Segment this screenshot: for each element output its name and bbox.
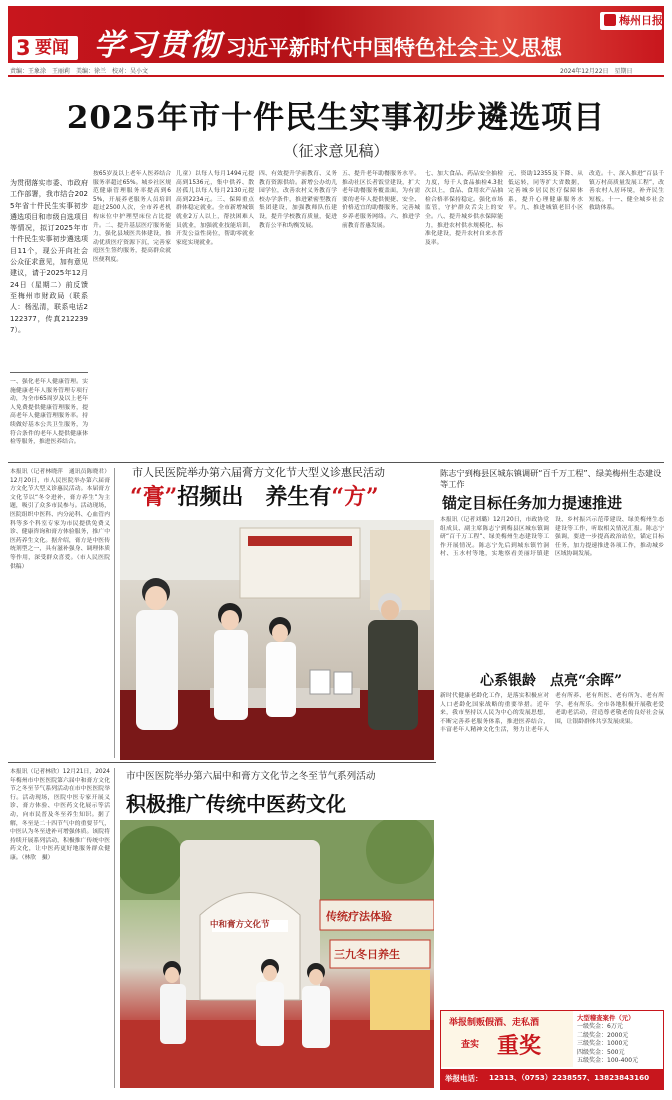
page-section-label: 要闻 — [35, 38, 69, 58]
story2-kicker: 陈志宁到梅县区城东镇调研“百千万工程”、绿美梅州生态建设等工作 — [440, 468, 662, 489]
ad-line1: 举报制贩假酒、走私酒 — [449, 1018, 540, 1028]
lead-col6: 七、加大食品、药品安全抽检力度，每千人食品抽检4.3批次以上，食品、食用农产品抽检合格率保持稳定。强化市场监管，守护群众舌尖上的安全。八、提升城乡供水保障能力，推进农村供水规模化、标准化建设，提升农村自来水普及率。 — [425, 171, 503, 246]
story4-kicker: 市中医医院举办第六届中和膏方文化节之冬至节气系列活动 — [126, 771, 376, 782]
lead-note-rule — [10, 372, 88, 373]
ad-grade-title: 大型稽查案件（元） — [577, 1014, 635, 1022]
story1-headline-a: “膏” — [130, 484, 178, 510]
ad-grade-3: 三级奖金：1000元 — [577, 1040, 629, 1048]
story4-photo-sign1: 传统疗法体验 — [326, 910, 392, 923]
page-number: 3 — [16, 36, 31, 60]
story1-photo — [120, 520, 434, 760]
ad-hotline-label: 举报电话： — [445, 1074, 483, 1083]
paper-logo-icon — [604, 14, 616, 26]
story4-headline: 积极推广传统中医药文化 — [126, 792, 346, 816]
ad-title: 重奖 — [497, 1033, 542, 1059]
paper-logo-text: 梅州日报 — [619, 14, 663, 27]
slogan-main: 习近平新时代中国特色社会主义思想 — [226, 36, 562, 60]
masthead — [8, 6, 664, 63]
ad-grade-4: 四级奖金：500元 — [577, 1048, 625, 1056]
story3-headline: 心系银龄 点亮“余晖” — [480, 673, 623, 689]
slogan-cursive: 学习贯彻 — [94, 28, 222, 63]
story1-divider — [114, 468, 115, 758]
lead-bottom-rule — [8, 462, 664, 463]
lead-col1: 一、强化老年人健康管理。实施健康老年人服务管理专项行动，为全市65周岁及以上老年人免费提供健康管理服务，提高老年人健康管理服务率。持续做好基本公共卫生服务，为符合条件的老年人提供健康体检等服务，推进医养结合。 — [10, 379, 88, 446]
story1-headline-c: “方” — [331, 484, 379, 510]
ad-hotline: 12313、（0753）2238557、13823843160 — [489, 1073, 650, 1082]
ad-grade-2: 二级奖金：2000元 — [577, 1031, 629, 1039]
story1-headline-b: 招频出 养生有 — [177, 484, 332, 510]
lead-col2: 按65岁及以上老年人医养结合服务率超过65%。城乡社区规范健康管理服务率提高到65%，开展养老服务人员培训超过2500人次，全市养老机构床位中护理型床位占比提升。二、提升基层医疗服务能力，强化县域医共体建设，推动优质医疗资源下沉，完善家庭医生签约服务，提高群众就医便利度。 — [93, 171, 171, 263]
story1-body: 本报讯（记者林晓萍 通讯员陈晓君）12月20日，市人民医院举办第六届膏方文化节大型义诊惠民活动。本届膏方文化节以“冬令进补，膏方养生”为主题，吸引了众多市民参与。活动现场，医院组织中医科、内分泌科、心血管内科等多个科室专家为市民提供免费义诊、健康咨询和膏方体验服务，推广中医药养生文化。据介绍，膏方是中医传统剂型之一，具有滋补强身、调理体质等作用，深受群众喜爱。（市人民医院供稿） — [10, 469, 110, 570]
lead-headline: 2025年市十件民生实事初步遴选项目 — [66, 100, 606, 136]
story1-photo-scene — [120, 520, 434, 760]
lead-col7: 元、资助12355及下降、从低运转，同等扩大省数据，完善城乡居民医疗保障体系，提升心理健康服务水平。九、推进城镇老旧小区改造。十、深入推进“百县千镇万村高质量发展工程”，改善农村人居环境，补齐民生短板。十一、健全城乡社会救助体系。 — [508, 171, 664, 212]
issue-date: 2024年12月22日 星期日 — [560, 68, 633, 75]
ad-box — [440, 1010, 664, 1090]
lead-col5: 五、提升老年助餐服务水平。推动社区长者饭堂建设，扩大老年助餐服务覆盖面，为有需要的老年人提供便捷、安全、价格适宜的助餐服务，完善城乡养老服务网络。六、推进学前教育普惠发展。 — [342, 171, 420, 229]
story1-headline — [130, 480, 379, 511]
ad-grade-5: 五级奖金：100-400元 — [577, 1057, 639, 1065]
story2-body: 本报讯（记者刘璐）12月20日，市政协党组成员、副主席陈志宁到梅县区城东镇调研“百千万工程”、绿美梅州生态建设等工作开展情况。陈志宁先后到城东镇竹洞村、玉水村等地，实地察看美丽圩镇建设、乡村振兴示范带建设、绿美梅州生态建设等工作，听取相关情况汇报。陈志宁强调，要进一步提高政治站位，锚定目标任务，加力提速推进各项工作，推动城乡区域协调发展。 — [440, 517, 664, 558]
story4-body: 本报讯（记者林欣）12月21日，2024年梅州市中医医院第六届中和膏方文化节之冬至节气系列活动在市中医医院举行。活动现场，医院中医专家开展义诊、膏方体验、中医药文化展示等活动，向市民普及冬至养生知识。据了解，冬至是二十四节气中的重要节气，中医认为冬至进补可增强体质。该院将持续开展系列活动，积极推广传统中医药文化，让中医药更好地服务群众健康。（林欣 摄） — [10, 769, 110, 861]
ad-grade-list — [577, 1014, 661, 1066]
lead-col3: 儿童）以每人每月1494元提高到1536元，集中供养、散居孤儿以每人每月2130元提高到2234元。三、保障重点群体稳定就业。全市新增城镇就业2万人以上，帮扶困难人员就业，加强就业技能培训，开发公益性岗位，帮助零就业家庭实现就业。 — [176, 171, 254, 246]
ad-prefix: 查实 — [461, 1040, 480, 1050]
lead-subhead: （征求意见稿） — [283, 142, 389, 160]
ad-grade-1: 一级奖金：6万元 — [577, 1023, 623, 1030]
story4-photo-sign2: 三九冬日养生 — [334, 948, 400, 961]
story4-photo — [120, 820, 434, 1088]
story1-bottom-rule — [8, 762, 436, 763]
lead-editor-note: 为贯彻落实市委、市政府工作部署，我市结合2025年省十件民生实事初步遴选项目和市级自选项目等情况，拟订2025年市十件民生实事初步遴选项目11个，现公开向社会公众征求意见，加有意见建议，请于2025年12月24日（星期二）前反馈至梅州市财政局（联系人：杨泓清，联系电话2122377，传真2122397）。 — [10, 179, 88, 334]
story2-headline: 锚定目标任务加力提速推进 — [442, 494, 623, 512]
story4-photo-arch: 中和膏方文化节 — [210, 920, 270, 930]
story1-kicker: 市人民医院举办第六届膏方文化节大型义诊惠民活动 — [132, 466, 385, 479]
lead-col4: 四、有效提升学前教育、义务教育资源供给。新增公办幼儿园学位，改善农村义务教育学校办学条件，推进紧密型教育集团建设，加强教师队伍建设，提升学校教育质量，促进教育公平和均衡发展。 — [259, 171, 337, 229]
story3-body: 新时代健康老龄化工作，是落实积极应对人口老龄化国家战略的重要举措。近年来，我市坚持以人民为中心的发展思想，不断完善养老服务体系，推进医养结合，丰富老年人精神文化生活，努力让老年人老有所养、老有所医、老有所为、老有所学、老有所乐。全市各地积极开展敬老爱老助老活动，营造尊老敬老的良好社会氛围，让银龄群体共享发展成果。 — [440, 693, 664, 734]
masthead-rule — [8, 75, 664, 77]
editors-line: 责编：王象涂 王丽莉 美编：徐兰 校对：吴小文 — [10, 68, 149, 75]
story4-divider — [114, 768, 115, 1088]
